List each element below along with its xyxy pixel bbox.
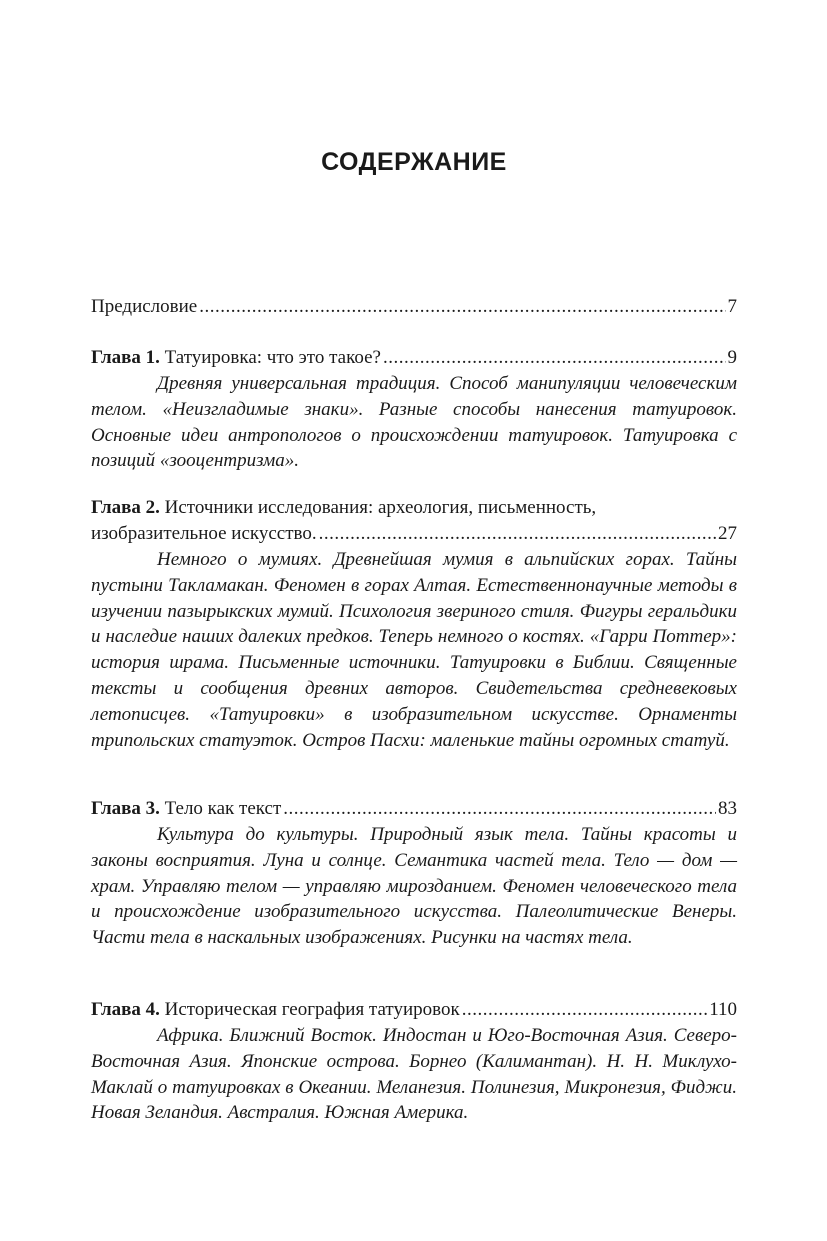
toc-line (91, 521, 737, 547)
chapter-description: Древняя универсальная традиция. Способ манипуляции человеческим телом. «Неизгладимые знаки». Разные способы нанесения татуировок. Основные идеи антропологов о происхождении татуировок. Татуировка с позиций «зооцентризма». (91, 373, 737, 472)
toc-entry-chapter-2 (91, 495, 737, 753)
toc-line (91, 796, 737, 822)
toc-entry-title: Предисловие (91, 296, 198, 317)
chapter-number: Глава 2. (91, 497, 160, 518)
dot-leader (199, 294, 725, 320)
chapter-description: Африка. Ближний Восток. Индостан и Юго-Восточная Азия. Северо-Восточная Азия. Японские острова. Борнео (Калимантан). Н. Н. Миклухо-Маклай о татуировках в Океании. Меланезия. Полинезия, Микронезия, Фиджи. Новая Зеландия. Австралия. Южная Америка. (91, 1025, 737, 1124)
toc-page-number: 7 (727, 296, 737, 317)
toc-entry-chapter-4 (91, 997, 737, 1126)
toc-entry-title: Татуировка: что это такое? (164, 347, 381, 368)
toc-page-number: 110 (709, 999, 737, 1020)
toc-line (91, 345, 737, 371)
toc-page-number: 83 (718, 798, 737, 819)
toc-line (91, 495, 737, 521)
chapter-description: Немного о мумиях. Древнейшая мумия в альпийских горах. Тайны пустыни Такламакан. Феномен в горах Алтая. Естественнонаучные методы в изучении пазырыкских мумий. Психология звериного стиля. Фигуры геральдики и наследие наших далеких предков. Теперь немного о костях. «Гарри Поттер»: история шрама. Письменные источники. Татуировки в Библии. Священные тексты и сообщения древних авторов. Свидетельства средневековых летописцев. «Татуировки» в изобразительном искусстве. Орнаменты трипольских статуэток. Остров Пасхи: маленькие тайны огромных статуй. (91, 549, 737, 751)
dot-leader (319, 521, 716, 547)
toc-entry-title: Тело как текст (164, 798, 282, 819)
dot-leader (462, 997, 708, 1023)
toc-entry-title-continued: изобразительное искусство. (91, 523, 317, 544)
chapter-number: Глава 3. (91, 798, 160, 819)
chapter-number: Глава 4. (91, 999, 160, 1020)
dot-leader (383, 345, 726, 371)
toc-entry-preface (91, 294, 737, 320)
chapter-description: Культура до культуры. Природный язык тела. Тайны красоты и законы восприятия. Луна и солнце. Семантика частей тела. Тело — дом — храм. Управляю телом — управляю мирозданием. Феномен человеческого тела и происхождение изобразительного искусства. Палеолитические Венеры. Части тела в наскальных изображениях. Рисунки на частях тела. (91, 824, 737, 949)
toc-entry-title: Источники исследования: археология, письменность, (164, 497, 597, 518)
toc-entry-chapter-1 (91, 345, 737, 474)
chapter-number: Глава 1. (91, 347, 160, 368)
dot-leader (283, 796, 716, 822)
toc-line (91, 294, 737, 320)
toc-page-number: 27 (718, 523, 737, 544)
toc-entry-chapter-3 (91, 796, 737, 951)
page-title: СОДЕРЖАНИЕ (321, 148, 507, 176)
toc-page-number: 9 (727, 347, 737, 368)
toc-entry-title: Историческая география татуировок (164, 999, 460, 1020)
toc-line (91, 997, 737, 1023)
